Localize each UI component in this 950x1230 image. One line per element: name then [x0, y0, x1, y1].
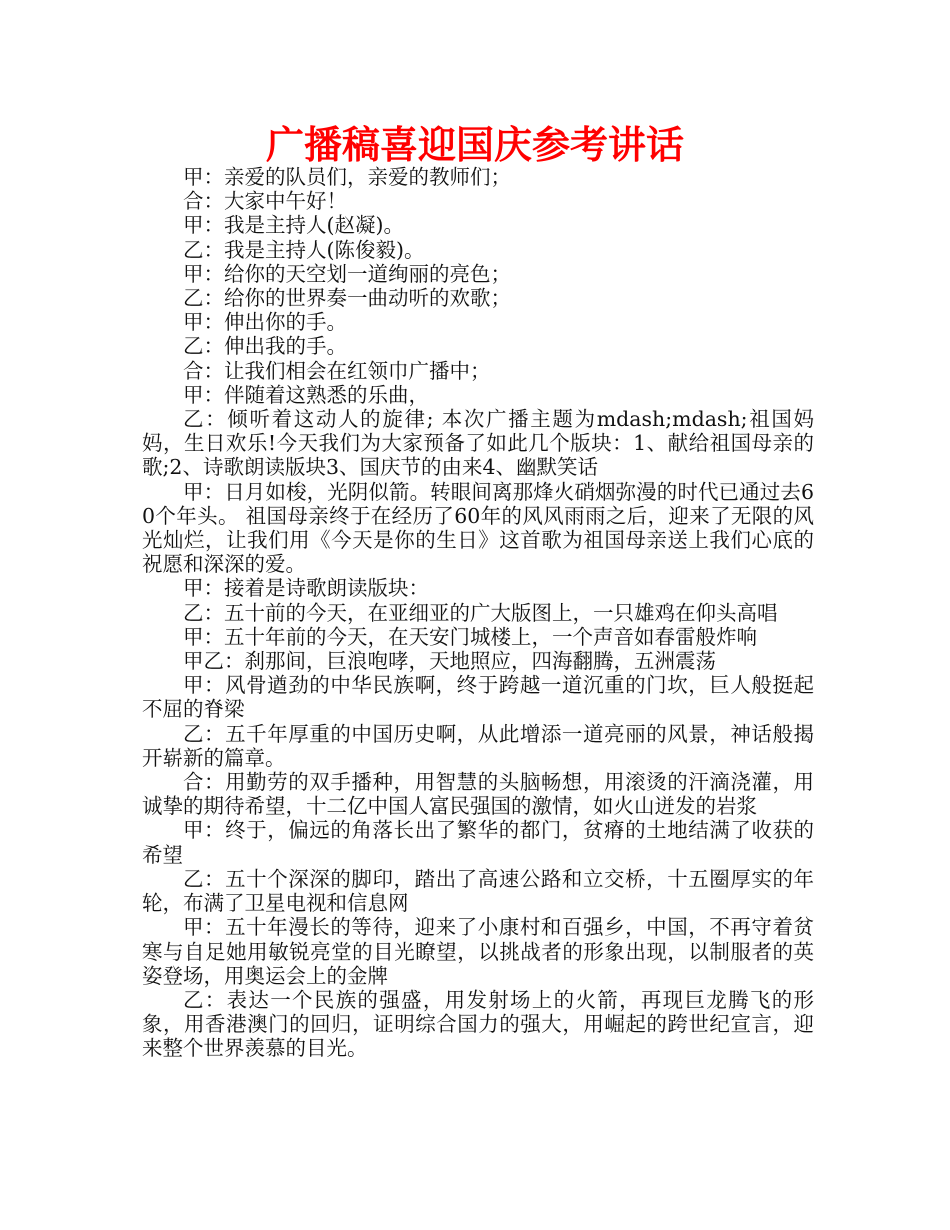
paragraph: 甲：接着是诗歌朗读版块： [183, 576, 429, 601]
paragraph: 甲：亲爱的队员们，亲爱的教师们； [183, 165, 511, 189]
paragraph: 甲：伸出你的手。 [183, 310, 347, 335]
paragraph: 甲：日月如梭，光阴似箭。转眼间离那烽火硝烟弥漫的时代已通过去60个年头。 祖国母亲终于在经历了60年的风风雨雨之后，迎来了无限的风光灿烂，让我们用《今天是你的生日》这首歌为祖国母亲送上我们心底的祝愿和深深的爱。 [142, 479, 814, 577]
paragraph: 乙：我是主持人(陈俊毅)。 [183, 237, 425, 262]
paragraph: 甲：风骨遒劲的中华民族啊，终于跨越一道沉重的门坎，巨人般挺起不屈的脊梁 [142, 673, 814, 722]
paragraph: 合：让我们相会在红领巾广播中； [183, 358, 491, 383]
paragraph: 乙：给你的世界奏一曲动听的欢歌； [183, 286, 511, 311]
paragraph: 甲：伴随着这熟悉的乐曲， [183, 382, 429, 407]
paragraph: 甲：终于，偏远的角落长出了繁华的都门，贫瘠的土地结满了收获的希望 [142, 818, 814, 867]
paragraph: 合：大家中午好！ [183, 189, 347, 214]
paragraph: 乙：伸出我的手。 [183, 334, 347, 359]
paragraph: 甲：给你的天空划一道绚丽的亮色； [183, 261, 511, 286]
paragraph: 乙：表达一个民族的强盛，用发射场上的火箭，再现巨龙腾飞的形象，用香港澳门的回归，证明综合国力的强大，用崛起的跨世纪宣言，迎来整个世界羡慕的目光。 [142, 987, 814, 1061]
paragraph: 乙：倾听着这动人的旋律; 本次广播主题为mdash;mdash;祖国妈妈，生日欢乐!今天我们为大家预备了如此几个版块：1、献给祖国母亲的歌;2、诗歌朗读版块3、国庆节的由来4、幽默笑话 [142, 407, 814, 480]
paragraph: 甲乙：刹那间，巨浪咆哮，天地照应，四海翻腾，五洲震荡 [183, 649, 716, 674]
paragraph: 甲：我是主持人(赵凝)。 [183, 213, 404, 238]
paragraph: 乙：五十个深深的脚印，踏出了高速公路和立交桥，十五圈厚实的年轮，布满了卫星电视和信息网 [142, 866, 814, 916]
paragraph: 合：用勤劳的双手播种，用智慧的头脑畅想，用滚烫的汗滴浇灌，用诚挚的期待希望，十二亿中国人富民强国的激情，如火山迸发的岩浆 [142, 770, 814, 819]
paragraph: 甲：五十年漫长的等待，迎来了小康村和百强乡，中国，不再守着贫寒与自足她用敏锐亮堂的目光瞭望，以挑战者的形象出现，以制服者的英姿登场，用奥运会上的金牌 [142, 915, 814, 988]
document-body [142, 165, 814, 1061]
document-title: 广播稿喜迎国庆参考讲话 [265, 123, 684, 167]
paragraph: 乙：五千年厚重的中国历史啊，从此增添一道亮丽的风景，神话般揭开崭新的篇章。 [142, 721, 814, 770]
paragraph: 乙：五十前的今天，在亚细亚的广大版图上，一只雄鸡在仰头高唱 [183, 600, 778, 625]
paragraph: 甲：五十年前的今天，在天安门城楼上，一个声音如春雷般炸响 [183, 624, 757, 649]
